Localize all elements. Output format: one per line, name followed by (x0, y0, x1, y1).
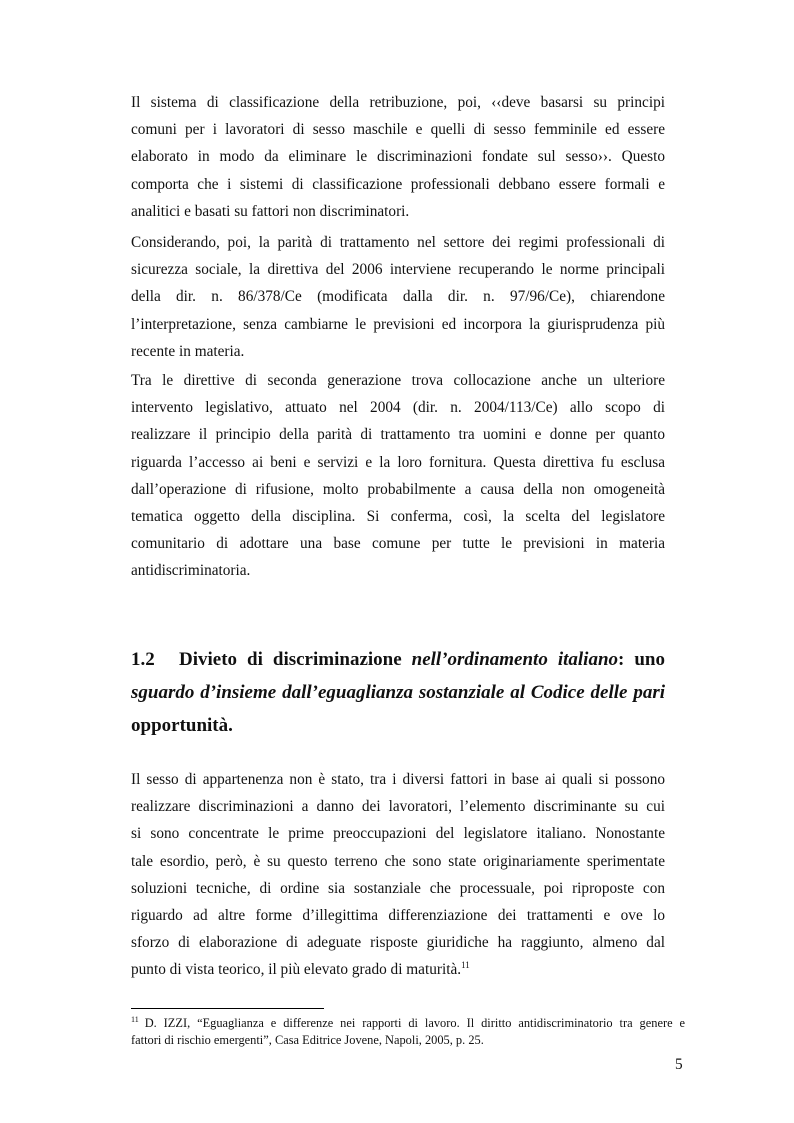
heading-italic-text: nell’ordinamento italiano (411, 649, 619, 670)
text-line: comunitario di adottare una base comune per tutte le previsioni in materia (131, 535, 665, 553)
text-line: l’interpretazione, senza cambiarne le previsioni ed incorpora la giurisprudenza più (131, 315, 665, 333)
text-line: della dir. n. 86/378/Ce (modificata dalla dir. n. 97/96/Ce), chiarendone (131, 288, 665, 306)
text-line: dall’operazione di rifusione, molto probabilmente a causa della non omogeneità (131, 480, 665, 498)
text-line: realizzare il principio della parità di trattamento tra uomini e donne per quanto (131, 426, 665, 444)
paragraph-seconda-generazione (131, 367, 665, 585)
text-line: realizzare discriminazioni a danno dei lavoratori, l’elemento discriminante su cui (131, 798, 665, 816)
text-line: antidiscriminatoria. (131, 562, 251, 580)
footnote-reference[interactable]: 11 (461, 960, 470, 971)
heading-italic-text: sguardo d’insieme dall’eguaglianza sostanziale al Codice delle pari (131, 682, 665, 703)
text-line: si sono concentrate le prime preoccupazioni del legislatore italiano. Nonostante (131, 825, 665, 843)
text-line: sforzo di elaborazione di adeguate risposte giuridiche ha raggiunto, almeno dal (131, 934, 665, 952)
text-line: Il sistema di classificazione della retribuzione, poi, ‹‹deve basarsi su principi (131, 94, 665, 111)
text-line: comuni per i lavoratori di sesso maschile e quelli di sesso femminile ed essere (131, 121, 665, 139)
text-line: recente in materia. (131, 342, 245, 360)
section-number: 1.2 (131, 649, 155, 670)
text-line: elaborato in modo da eliminare le discriminazioni fondate sul sesso››. Questo (131, 148, 665, 166)
text-line: analitici e basati su fattori non discriminatori. (131, 202, 410, 220)
text-line: riguardo ad altre forme d’illegittima differenziazione dei trattamenti e ove lo (131, 906, 665, 924)
heading-line (131, 676, 665, 709)
text-line: intervento legislativo, attuato nel 2004 (dir. n. 2004/113/Ce) allo scopo di (131, 399, 665, 417)
text-line: tematica oggetto della disciplina. Si conferma, così, la scelta del legislatore (131, 507, 665, 525)
section-heading (131, 643, 665, 742)
text-line-content: punto di vista teorico, il più elevato grado di maturità. (131, 961, 462, 979)
heading-text: Divieto di discriminazione (179, 649, 412, 670)
paragraph-classificazione (131, 89, 665, 225)
text-line: Il sesso di appartenenza non è stato, tra i diversi fattori in base ai quali si possono (131, 771, 665, 788)
text-line: Considerando, poi, la parità di trattamento nel settore dei regimi professionali di (131, 234, 665, 251)
page-number: 5 (675, 1056, 683, 1073)
text-line: comporta che i sistemi di classificazione professionali debbano essere formali e (131, 175, 665, 193)
footnote-line (131, 1015, 685, 1032)
heading-text: : uno (618, 649, 665, 670)
footnote (131, 1015, 685, 1049)
footnote-text: D. IZZI, “Eguaglianza e differenze nei rapporti di lavoro. Il diritto antidiscriminatorio tra genere e (144, 1016, 685, 1030)
text-line: sicurezza sociale, la direttiva del 2006 interviene recuperando le norme principali (131, 261, 665, 279)
text-line: soluzioni tecniche, di ordine sia sostanziale che processuale, poi riproposte con (131, 879, 665, 897)
text-line (131, 956, 665, 983)
text-line: Tra le direttive di seconda generazione trova collocazione anche un ulteriore (131, 372, 665, 389)
footnote-divider (131, 1008, 324, 1009)
paragraph-sicurezza-sociale (131, 229, 665, 365)
text-line: riguarda l’accesso ai beni e servizi e la loro fornitura. Questa direttiva fu esclusa (131, 453, 665, 471)
heading-line: opportunità. (131, 715, 233, 736)
footnote-number: 11 (131, 1014, 139, 1024)
text-line: tale esordio, però, è su questo terreno che sono state originariamente sperimentate (131, 852, 665, 870)
paragraph-sesso-appartenenza (131, 766, 665, 984)
heading-line (131, 643, 665, 676)
footnote-line: fattori di rischio emergenti”, Casa Editrice Jovene, Napoli, 2005, p. 25. (131, 1033, 484, 1047)
